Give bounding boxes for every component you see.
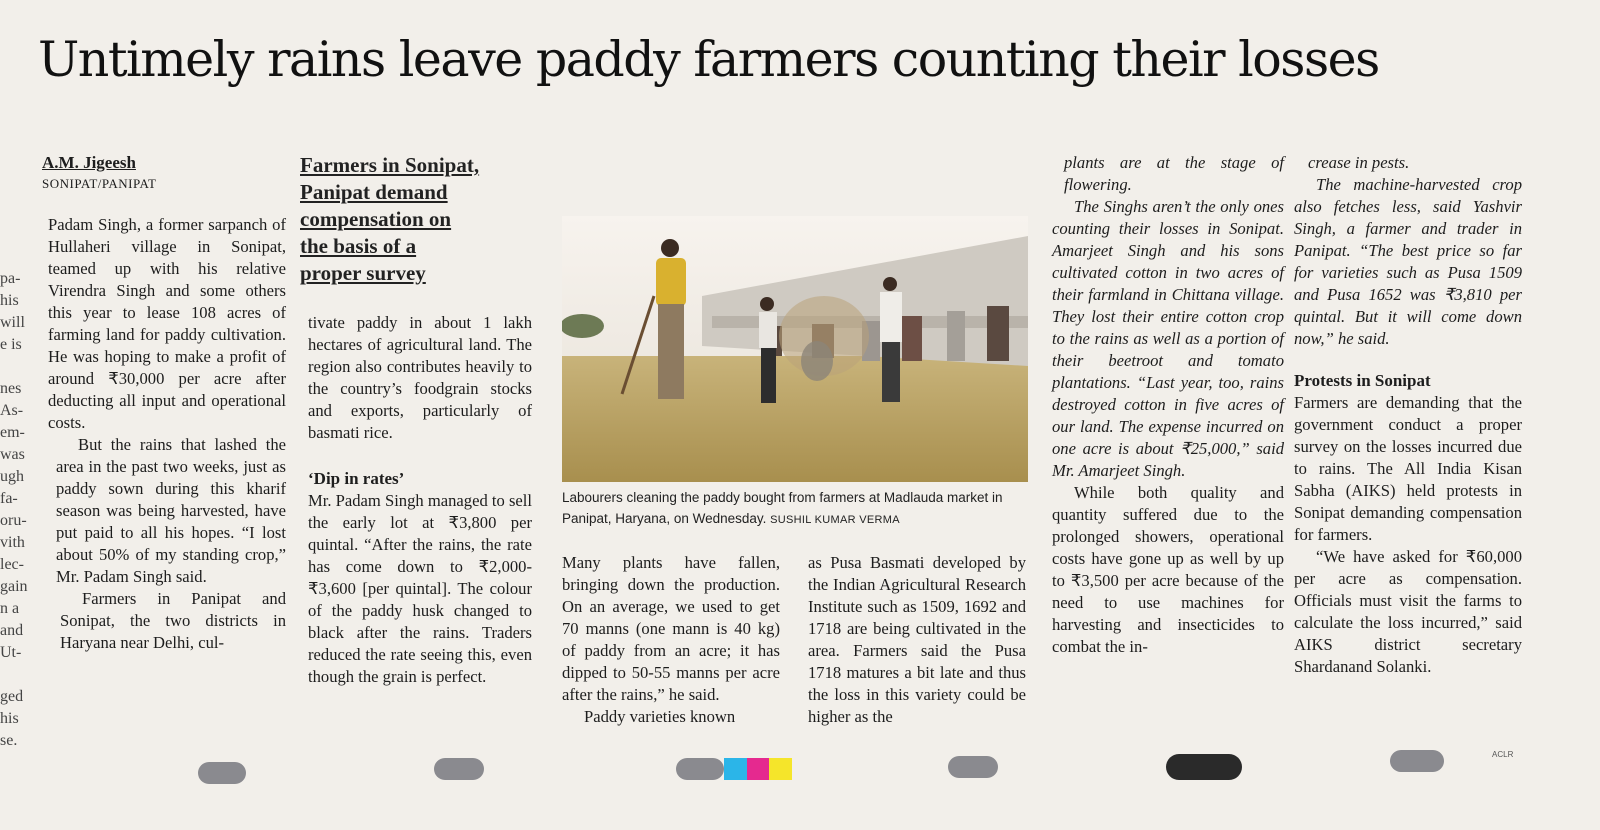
registration-mark bbox=[1390, 750, 1444, 772]
col1-para-3: Farmers in Panipat and Sonipat, the two districts in Haryana near Delhi, cul- bbox=[60, 589, 286, 652]
edge-fragment: was bbox=[0, 446, 25, 463]
col5-para-1: plants are at the stage of flowering. bbox=[1064, 153, 1284, 194]
edge-fragment: oru- bbox=[0, 512, 27, 529]
col6-para-4: “We have asked for ₹60,000 per acre as compensation. Officials must visit the farms to calculate the loss incurred,” said AIKS district secretary Shardanand Solanki. bbox=[1294, 547, 1522, 676]
byline: A.M. Jigeesh bbox=[42, 153, 136, 172]
edge-fragment bbox=[0, 664, 34, 686]
col6-para-2: The machine-harvested crop also fetches less, said Yashvir Singh, a farmer and trader in Panipat. “The best price so far for varieties such as Pusa 1509 and Pusa 1652 was ₹3,810 per quintal. But it will come down now,” he said. bbox=[1294, 175, 1522, 348]
edge-fragment bbox=[0, 356, 34, 378]
col2-para-1: tivate paddy in about 1 lakh hectares of agricultural land. The region also contributes heavily to the country’s foodgrain stocks and exports, particularly of basmati rice. bbox=[308, 313, 532, 442]
subhead-protests-in-sonipat: Protests in Sonipat bbox=[1294, 371, 1431, 390]
dateline: SONIPAT/PANIPAT bbox=[42, 176, 157, 191]
edge-fragment: and bbox=[0, 622, 24, 639]
pull-quote-line: the basis of a bbox=[300, 234, 417, 258]
edge-fragment: n a bbox=[0, 600, 20, 617]
edge-fragment: nes bbox=[0, 380, 22, 397]
col3-para-1: Many plants have fallen, bringing down the production. On an average, we used to get 70 manns (one mann is 40 kg) of paddy from an acre; it has dipped to 50-55 manns per acre after the rains,” he said. bbox=[562, 553, 780, 704]
edge-fragment: vith bbox=[0, 534, 25, 551]
headline: Untimely rains leave paddy farmers counting their losses bbox=[38, 31, 1379, 88]
article-column-5 bbox=[1052, 152, 1284, 658]
article-column-2 bbox=[308, 312, 532, 688]
pull-quote-line: proper survey bbox=[300, 261, 426, 285]
photo-credit: SUSHIL KUMAR VERMA bbox=[770, 514, 900, 526]
col6-para-3: Farmers are demanding that the government conduct a proper survey on the losses incurred due to rains. The All India Kisan Sabha (AIKS) held protests in Sonipat demanding compensation for farmers. bbox=[1294, 393, 1522, 544]
edge-fragment: his bbox=[0, 710, 19, 727]
article-column-6 bbox=[1294, 152, 1522, 678]
edge-fragment: ugh bbox=[0, 468, 24, 485]
pull-quote-line: Panipat demand bbox=[300, 180, 448, 204]
col4-para-1: as Pusa Basmati developed by the Indian Agricultural Research Institute such as 1509, 1692 and 1718 are being cultivated in the area. Farmers said the Pusa 1718 matures a bit late and thus the loss in this variety could be higher as the bbox=[808, 553, 1026, 726]
article-column-3 bbox=[562, 552, 780, 728]
col6-para-1: crease in pests. bbox=[1308, 153, 1410, 172]
edge-fragment: ged bbox=[0, 688, 24, 705]
photo-caption bbox=[562, 487, 1032, 531]
caption-text: Labourers cleaning the paddy bought from farmers at Madlauda market in Panipat, Haryana, on Wednesday. bbox=[562, 490, 1003, 526]
edge-fragment: lec- bbox=[0, 556, 24, 573]
pull-quote bbox=[300, 152, 530, 287]
edge-fragment: his bbox=[0, 292, 19, 309]
col1-para-2: But the rains that lashed the area in the past two weeks, just as paddy sown during this kharif season was being harvested, have put paid to all his hopes. “I lost about 50% of my standing crop,” Mr. Padam Singh said. bbox=[56, 435, 286, 586]
col2-para-2: Mr. Padam Singh managed to sell the early lot at ₹3,800 per quintal. “After the rains, the rate has come down to ₹2,000-₹3,600 [per quintal]. The colour of the paddy husk changed to black after the rains. Traders reduced the rate seeing this, even though the grain is perfect. bbox=[308, 491, 532, 686]
col5-para-2: The Singhs aren’t the only ones counting their losses in Sonipat. Amarjeet Singh and his sons cultivated cotton in two acres of their farmland in Chittana village. They lost their entire cotton crop to the rains as well as a portion of their beetroot and tomato plantations. “Last year, too, rains destroyed cotton in five acres of our land. The expense incurred on one acre is about ₹25,000,” said Mr. Amarjeet Singh. bbox=[1052, 197, 1284, 480]
col5-para-3: While both quality and quantity suffered due to the prolonged showers, operational costs have gone up as well by up to ₹3,500 per acre because of the need to use machines for harvesting and insecticides to combat the in- bbox=[1052, 483, 1284, 656]
edge-fragment: As- bbox=[0, 402, 24, 419]
article-column-1 bbox=[42, 152, 286, 654]
registration-mark bbox=[1166, 754, 1242, 780]
yellow-swatch bbox=[769, 758, 792, 780]
edge-fragment: e is bbox=[0, 336, 22, 353]
cyan-swatch bbox=[724, 758, 747, 780]
pull-quote-line: compensation on bbox=[300, 207, 452, 231]
magenta-swatch bbox=[747, 758, 770, 780]
color-bar bbox=[724, 758, 792, 780]
registration-mark bbox=[676, 758, 724, 780]
labourers-photo bbox=[562, 216, 1028, 482]
print-registration-marks bbox=[0, 748, 1600, 788]
adjacent-column-fragments bbox=[0, 268, 34, 752]
article-column-4 bbox=[808, 552, 1026, 728]
col1-para-1: Padam Singh, a former sarpanch of Hullaheri village in Sonipat, teamed up with his relative Virendra Singh and some others this year to lease 108 acres of farming land for paddy cultivation. He was hoping to make a profit of around ₹30,000 per acre after deducting all input and operational costs. bbox=[48, 215, 286, 432]
edge-fragment: gain bbox=[0, 578, 28, 595]
subhead-dip-in-rates: ‘Dip in rates’ bbox=[308, 469, 405, 488]
edge-fragment: Ut- bbox=[0, 644, 22, 661]
edge-fragment: fa- bbox=[0, 490, 18, 507]
edge-fragment: em- bbox=[0, 424, 25, 441]
pull-quote-line: Farmers in Sonipat, bbox=[300, 153, 480, 177]
registration-mark bbox=[948, 756, 998, 778]
registration-code: ACLR bbox=[1492, 750, 1514, 759]
edge-fragment: will bbox=[0, 314, 25, 331]
col3-para-2: Paddy varieties known bbox=[584, 707, 736, 726]
edge-fragment: se. bbox=[0, 732, 18, 749]
edge-fragment: pa- bbox=[0, 270, 21, 287]
registration-mark bbox=[434, 758, 484, 780]
registration-mark bbox=[198, 762, 246, 784]
